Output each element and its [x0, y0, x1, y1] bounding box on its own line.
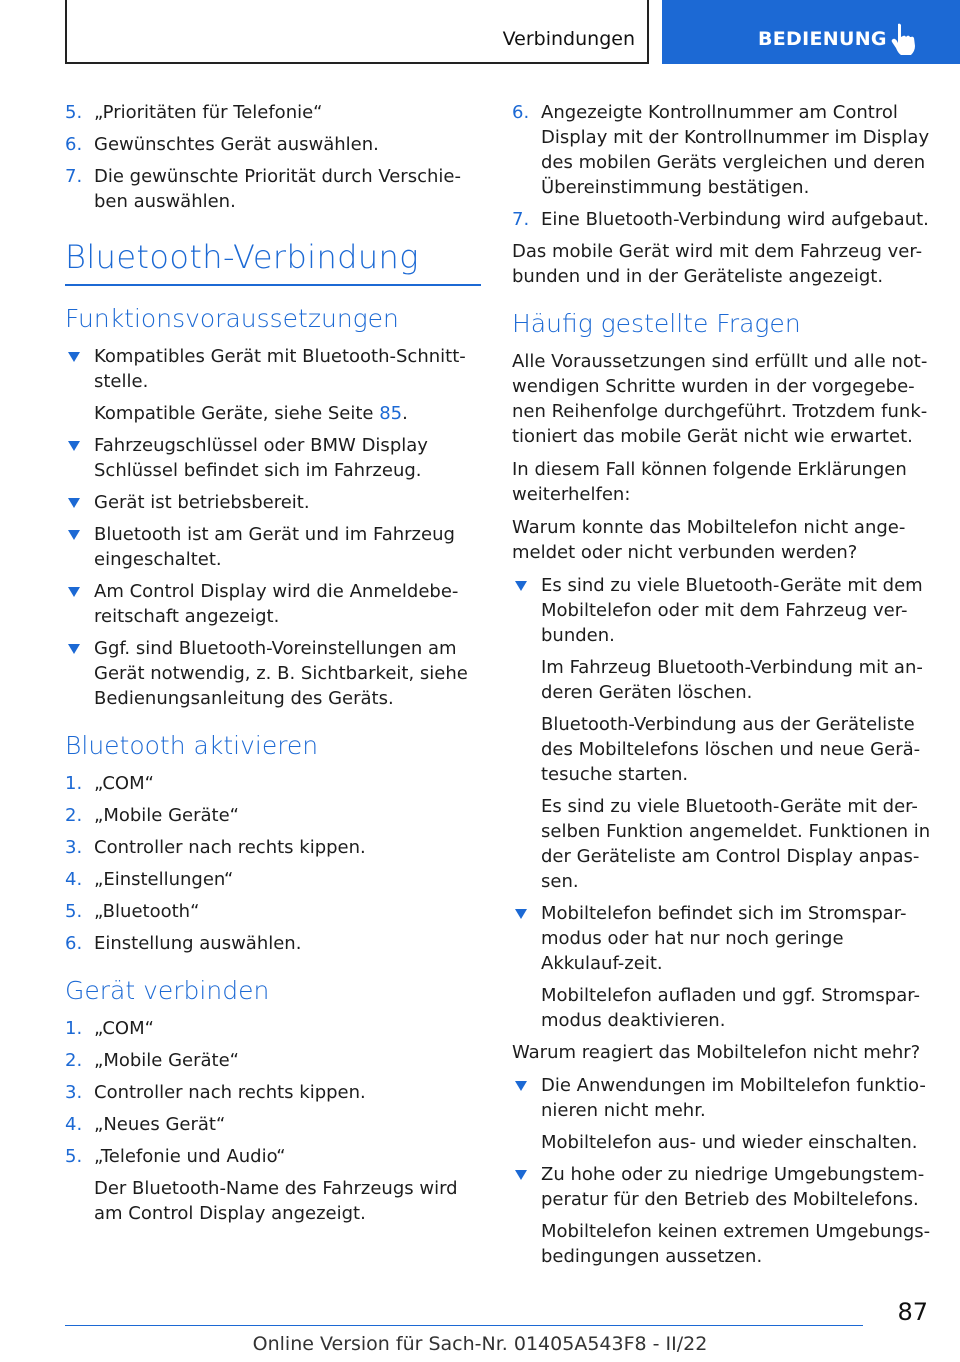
header-tab-label: BEDIENUNG	[758, 28, 887, 50]
triangle-bullet-icon	[68, 587, 80, 597]
faq-answer-item	[512, 901, 932, 976]
step-number: 6.	[65, 933, 83, 954]
faq-answer-note: Mobiltelefon aufladen und ggf. Stromspar-modus deaktivieren.	[541, 985, 920, 1031]
requirement-text: Ggf. sind Bluetooth-Voreinstellungen am Gerät notwendig, z. B. Sichtbarkeit, siehe Bedienungsanleitung des Geräts.	[94, 638, 468, 709]
step-number: 1.	[65, 773, 83, 794]
step-number: 5.	[65, 901, 83, 922]
step-item	[65, 835, 481, 860]
step-number: 3.	[65, 837, 83, 858]
chapter-title: Bluetooth-Verbindung	[65, 238, 419, 276]
step-text: „Neues Gerät“	[94, 1114, 226, 1135]
faq-intro-paragraph: In diesem Fall können folgende Erklärungen weiterhelfen:	[512, 459, 907, 505]
faq-answer-note: Es sind zu viele Bluetooth-Geräte mit der-selben Funktion angemeldet. Funktionen in der Geräteliste am Control Display anpas-sen.	[541, 796, 931, 892]
page-reference-link[interactable]: 85	[379, 403, 403, 424]
step-text: Die gewünschte Priorität durch Verschie-ben auswählen.	[94, 166, 461, 212]
step-number: 4.	[65, 1114, 83, 1135]
step-item	[65, 132, 481, 157]
result-paragraph: Das mobile Gerät wird mit dem Fahrzeug ver-bunden und in der Geräteliste angezeigt.	[512, 241, 923, 287]
requirement-note-end: .	[402, 403, 408, 424]
faq-answer-note: Mobiltelefon aus- und wieder einschalten.	[541, 1132, 918, 1153]
triangle-bullet-icon	[68, 441, 80, 451]
section-title-faq: Häufig gestellte Fragen	[512, 309, 801, 338]
requirement-item	[65, 433, 481, 483]
requirement-text: Gerät ist betriebsbereit.	[94, 492, 310, 513]
step-text: „Bluetooth“	[94, 901, 200, 922]
footer-rule	[65, 1325, 863, 1326]
step-item	[512, 100, 932, 200]
step-number: 6.	[65, 134, 83, 155]
step-number: 7.	[65, 166, 83, 187]
step-item	[512, 207, 932, 232]
header-section-title: Verbindungen	[502, 28, 635, 50]
faq-answer-item	[512, 1162, 932, 1212]
right-column	[512, 100, 932, 1276]
requirement-item	[65, 490, 481, 515]
step-text: „Einstellungen“	[94, 869, 234, 890]
step-number: 2.	[65, 805, 83, 826]
page-number: 87	[897, 1298, 928, 1326]
step-item	[65, 867, 481, 892]
step-text: „COM“	[94, 773, 154, 794]
section-title-activate: Bluetooth aktivieren	[65, 731, 319, 760]
step-text: Einstellung auswählen.	[94, 933, 302, 954]
faq-answer-note: Im Fahrzeug Bluetooth-Verbindung mit an-deren Geräten löschen.	[541, 657, 923, 703]
faq-answer-text: Es sind zu viele Bluetooth-Geräte mit dem Mobiltelefon oder mit dem Fahrzeug ver-bunden.	[541, 575, 923, 646]
step-text: Eine Bluetooth-Verbindung wird aufgebaut.	[541, 209, 929, 230]
triangle-bullet-icon	[515, 1170, 527, 1180]
step-item	[65, 1080, 481, 1105]
triangle-bullet-icon	[68, 530, 80, 540]
step-note: Der Bluetooth-Name des Fahrzeugs wird am Control Display angezeigt.	[94, 1178, 458, 1224]
step-number: 5.	[65, 102, 83, 123]
left-column	[65, 100, 481, 1233]
requirement-item	[65, 636, 481, 711]
faq-answer-note: Bluetooth-Verbindung aus der Geräteliste des Mobiltelefons löschen und neue Gerä-tesuche starten.	[541, 714, 921, 785]
triangle-bullet-icon	[515, 1081, 527, 1091]
triangle-bullet-icon	[68, 644, 80, 654]
step-text: „Mobile Geräte“	[94, 805, 240, 826]
step-item	[65, 164, 481, 214]
step-item	[65, 1144, 481, 1169]
faq-answer-text: Mobiltelefon befindet sich im Stromspar-modus oder hat nur noch geringe Akkulauf-zeit.	[541, 903, 907, 974]
step-text: Controller nach rechts kippen.	[94, 837, 366, 858]
requirement-text: Fahrzeugschlüssel oder BMW Display Schlüssel befindet sich im Fahrzeug.	[94, 435, 428, 481]
triangle-bullet-icon	[515, 909, 527, 919]
requirement-item	[65, 344, 481, 394]
requirement-note	[65, 401, 481, 426]
faq-answer-text: Zu hohe oder zu niedrige Umgebungstem-peratur für den Betrieb des Mobiltelefons.	[541, 1164, 925, 1210]
step-item	[65, 771, 481, 796]
requirement-item	[65, 522, 481, 572]
step-text: Controller nach rechts kippen.	[94, 1082, 366, 1103]
section-title-requirements: Funktionsvoraussetzungen	[65, 304, 399, 333]
faq-intro-paragraph: Alle Voraussetzungen sind erfüllt und alle not-wendigen Schritte wurden in der vorgegebe-nen Reihenfolge durchgeführt. Trotzdem funk-tioniert das mobile Gerät nicht wie erwartet.	[512, 351, 928, 447]
step-item	[65, 931, 481, 956]
faq-question: Warum konnte das Mobiltelefon nicht ange-meldet oder nicht verbunden werden?	[512, 517, 906, 563]
requirement-text: Kompatibles Gerät mit Bluetooth-Schnitt-stelle.	[94, 346, 466, 392]
header-tab	[662, 0, 960, 64]
step-number: 2.	[65, 1050, 83, 1071]
footer-version-text: Online Version für Sach-Nr. 01405A543F8 - II/22	[252, 1333, 708, 1355]
step-item	[65, 100, 481, 125]
step-text: Gewünschtes Gerät auswählen.	[94, 134, 379, 155]
requirement-item	[65, 579, 481, 629]
pointing-hand-icon	[890, 22, 918, 56]
triangle-bullet-icon	[515, 581, 527, 591]
step-text: Angezeigte Kontrollnummer am Control Display mit der Kontrollnummer im Display des mobilen Geräts vergleichen und deren Übereinstimmung bestätigen.	[541, 102, 930, 198]
triangle-bullet-icon	[68, 498, 80, 508]
step-text: „Mobile Geräte“	[94, 1050, 240, 1071]
faq-answer-item	[512, 1073, 932, 1123]
chapter-title-underline	[65, 284, 481, 286]
step-number: 7.	[512, 209, 530, 230]
step-item	[65, 1112, 481, 1137]
step-number: 4.	[65, 869, 83, 890]
faq-answer-item	[512, 573, 932, 648]
triangle-bullet-icon	[68, 352, 80, 362]
faq-answer-note: Mobiltelefon keinen extremen Umgebungs-bedingungen aussetzen.	[541, 1221, 931, 1267]
step-number: 1.	[65, 1018, 83, 1039]
step-text: „Telefonie und Audio“	[94, 1146, 286, 1167]
step-number: 6.	[512, 102, 530, 123]
requirement-note-text: Kompatible Geräte, siehe Seite	[94, 403, 380, 424]
step-number: 3.	[65, 1082, 83, 1103]
requirement-text: Bluetooth ist am Gerät und im Fahrzeug eingeschaltet.	[94, 524, 455, 570]
step-number: 5.	[65, 1146, 83, 1167]
step-item	[65, 803, 481, 828]
step-item	[65, 899, 481, 924]
header-section-box	[65, 0, 649, 64]
step-item	[65, 1048, 481, 1073]
step-item	[65, 1016, 481, 1041]
step-text: „Prioritäten für Telefonie“	[94, 102, 323, 123]
faq-question: Warum reagiert das Mobiltelefon nicht mehr?	[512, 1042, 921, 1063]
requirement-text: Am Control Display wird die Anmeldebe-reitschaft angezeigt.	[94, 581, 459, 627]
section-title-connect: Gerät verbinden	[65, 976, 270, 1005]
faq-answer-text: Die Anwendungen im Mobiltelefon funktio-nieren nicht mehr.	[541, 1075, 926, 1121]
step-text: „COM“	[94, 1018, 154, 1039]
